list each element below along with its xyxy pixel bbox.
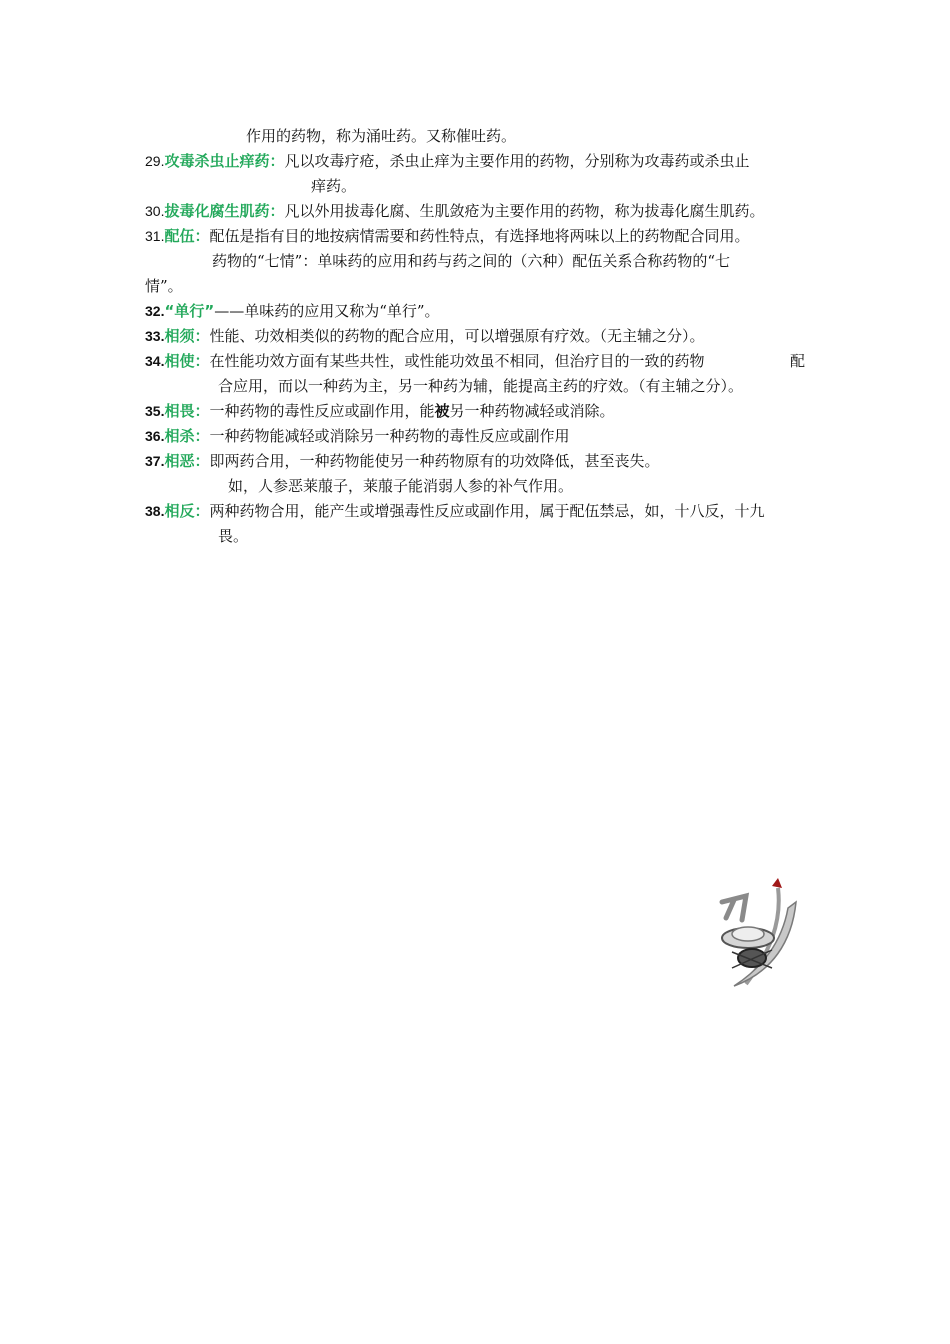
entry-number: 31. <box>145 228 165 244</box>
entry-colon: ： <box>269 152 285 170</box>
decorative-sword-illustration <box>712 872 804 992</box>
entry-text: 一种药物能减轻或消除另一种药物的毒性反应或副作用 <box>209 427 570 445</box>
entry-term: 攻毒杀虫止痒药 <box>164 152 270 170</box>
entry-text: 在性能功效方面有某些共性，或性能功效虽不相同，但治疗目的一致的药物 <box>209 352 705 370</box>
entry-colon: ： <box>269 202 285 220</box>
entry-37-continuation: 如，人参恶莱菔子，莱菔子能消弱人参的补气作用。 <box>228 477 574 495</box>
entry-28-continuation: 作用的药物，称为涌吐药。又称催吐药。 <box>246 127 517 145</box>
entry-number: 29. <box>145 153 165 169</box>
entry-35 <box>145 401 615 421</box>
entry-number: 35. <box>145 403 165 419</box>
entry-text: 凡以外用拔毒化腐、生肌敛疮为主要作用的药物，称为拔毒化腐生肌药。 <box>284 202 765 220</box>
entry-34-continuation: 合应用，而以一种药为主，另一种药为辅，能提高主药的疗效。（有主辅之分）。 <box>218 377 744 395</box>
entry-term: 相反 <box>164 502 195 520</box>
entry-colon: ： <box>194 427 210 445</box>
entry-31-continuation-2: 情”。 <box>145 277 183 295</box>
entry-38-continuation: 畏。 <box>218 527 249 545</box>
entry-term: 相畏 <box>164 402 195 420</box>
entry-number: 32. <box>145 303 165 319</box>
entry-34-tail: 配 <box>790 352 806 370</box>
entry-32 <box>145 301 440 321</box>
entry-36 <box>145 426 570 446</box>
entry-colon: ： <box>194 327 210 345</box>
entry-text: 凡以攻毒疗疮，杀虫止痒为主要作用的药物，分别称为攻毒药或杀虫止 <box>284 152 750 170</box>
entry-33 <box>145 326 705 346</box>
entry-term: “单行” <box>164 302 215 320</box>
entry-37 <box>145 451 660 471</box>
entry-term: 配伍 <box>164 227 195 245</box>
entry-number: 36. <box>145 428 165 444</box>
entry-colon: ： <box>194 502 210 520</box>
entry-colon: ： <box>194 402 210 420</box>
entry-emphasis: 被 <box>434 402 450 420</box>
entry-term: 相杀 <box>164 427 195 445</box>
entry-number: 33. <box>145 328 165 344</box>
entry-30 <box>145 201 765 221</box>
entry-text: 性能、功效相类似的药物的配合应用，可以增强原有疗效。（无主辅之分）。 <box>209 327 705 345</box>
entry-number: 37. <box>145 453 165 469</box>
entry-text: 两种药物合用，能产生或增强毒性反应或副作用，属于配伍禁忌，如，十八反，十九 <box>209 502 765 520</box>
entry-number: 34. <box>145 353 165 369</box>
entry-colon: ： <box>194 352 210 370</box>
entry-term: 相使 <box>164 352 195 370</box>
entry-text-end: 另一种药物减轻或消除。 <box>449 402 615 420</box>
entry-number: 38. <box>145 503 165 519</box>
entry-31 <box>145 226 750 246</box>
entry-text: ——单味药的应用又称为“单行”。 <box>214 302 440 320</box>
entry-31-continuation: 药物的“七情”：单味药的应用和药与药之间的（六种）配伍关系合称药物的“七 <box>212 252 731 270</box>
entry-38 <box>145 501 765 521</box>
entry-colon: ： <box>194 452 210 470</box>
entry-29 <box>145 151 750 171</box>
entry-text: 一种药物的毒性反应或副作用，能 <box>209 402 435 420</box>
entry-number: 30. <box>145 203 165 219</box>
entry-29-continuation: 痒药。 <box>311 177 357 195</box>
entry-term: 相恶 <box>164 452 195 470</box>
entry-colon: ： <box>194 227 210 245</box>
entry-text: 即两药合用，一种药物能使另一种药物原有的功效降低，甚至丧失。 <box>209 452 660 470</box>
entry-term: 拔毒化腐生肌药 <box>164 202 270 220</box>
entry-text: 配伍是指有目的地按病情需要和药性特点，有选择地将两味以上的药物配合同用。 <box>209 227 750 245</box>
entry-term: 相须 <box>164 327 195 345</box>
entry-34 <box>145 351 705 371</box>
